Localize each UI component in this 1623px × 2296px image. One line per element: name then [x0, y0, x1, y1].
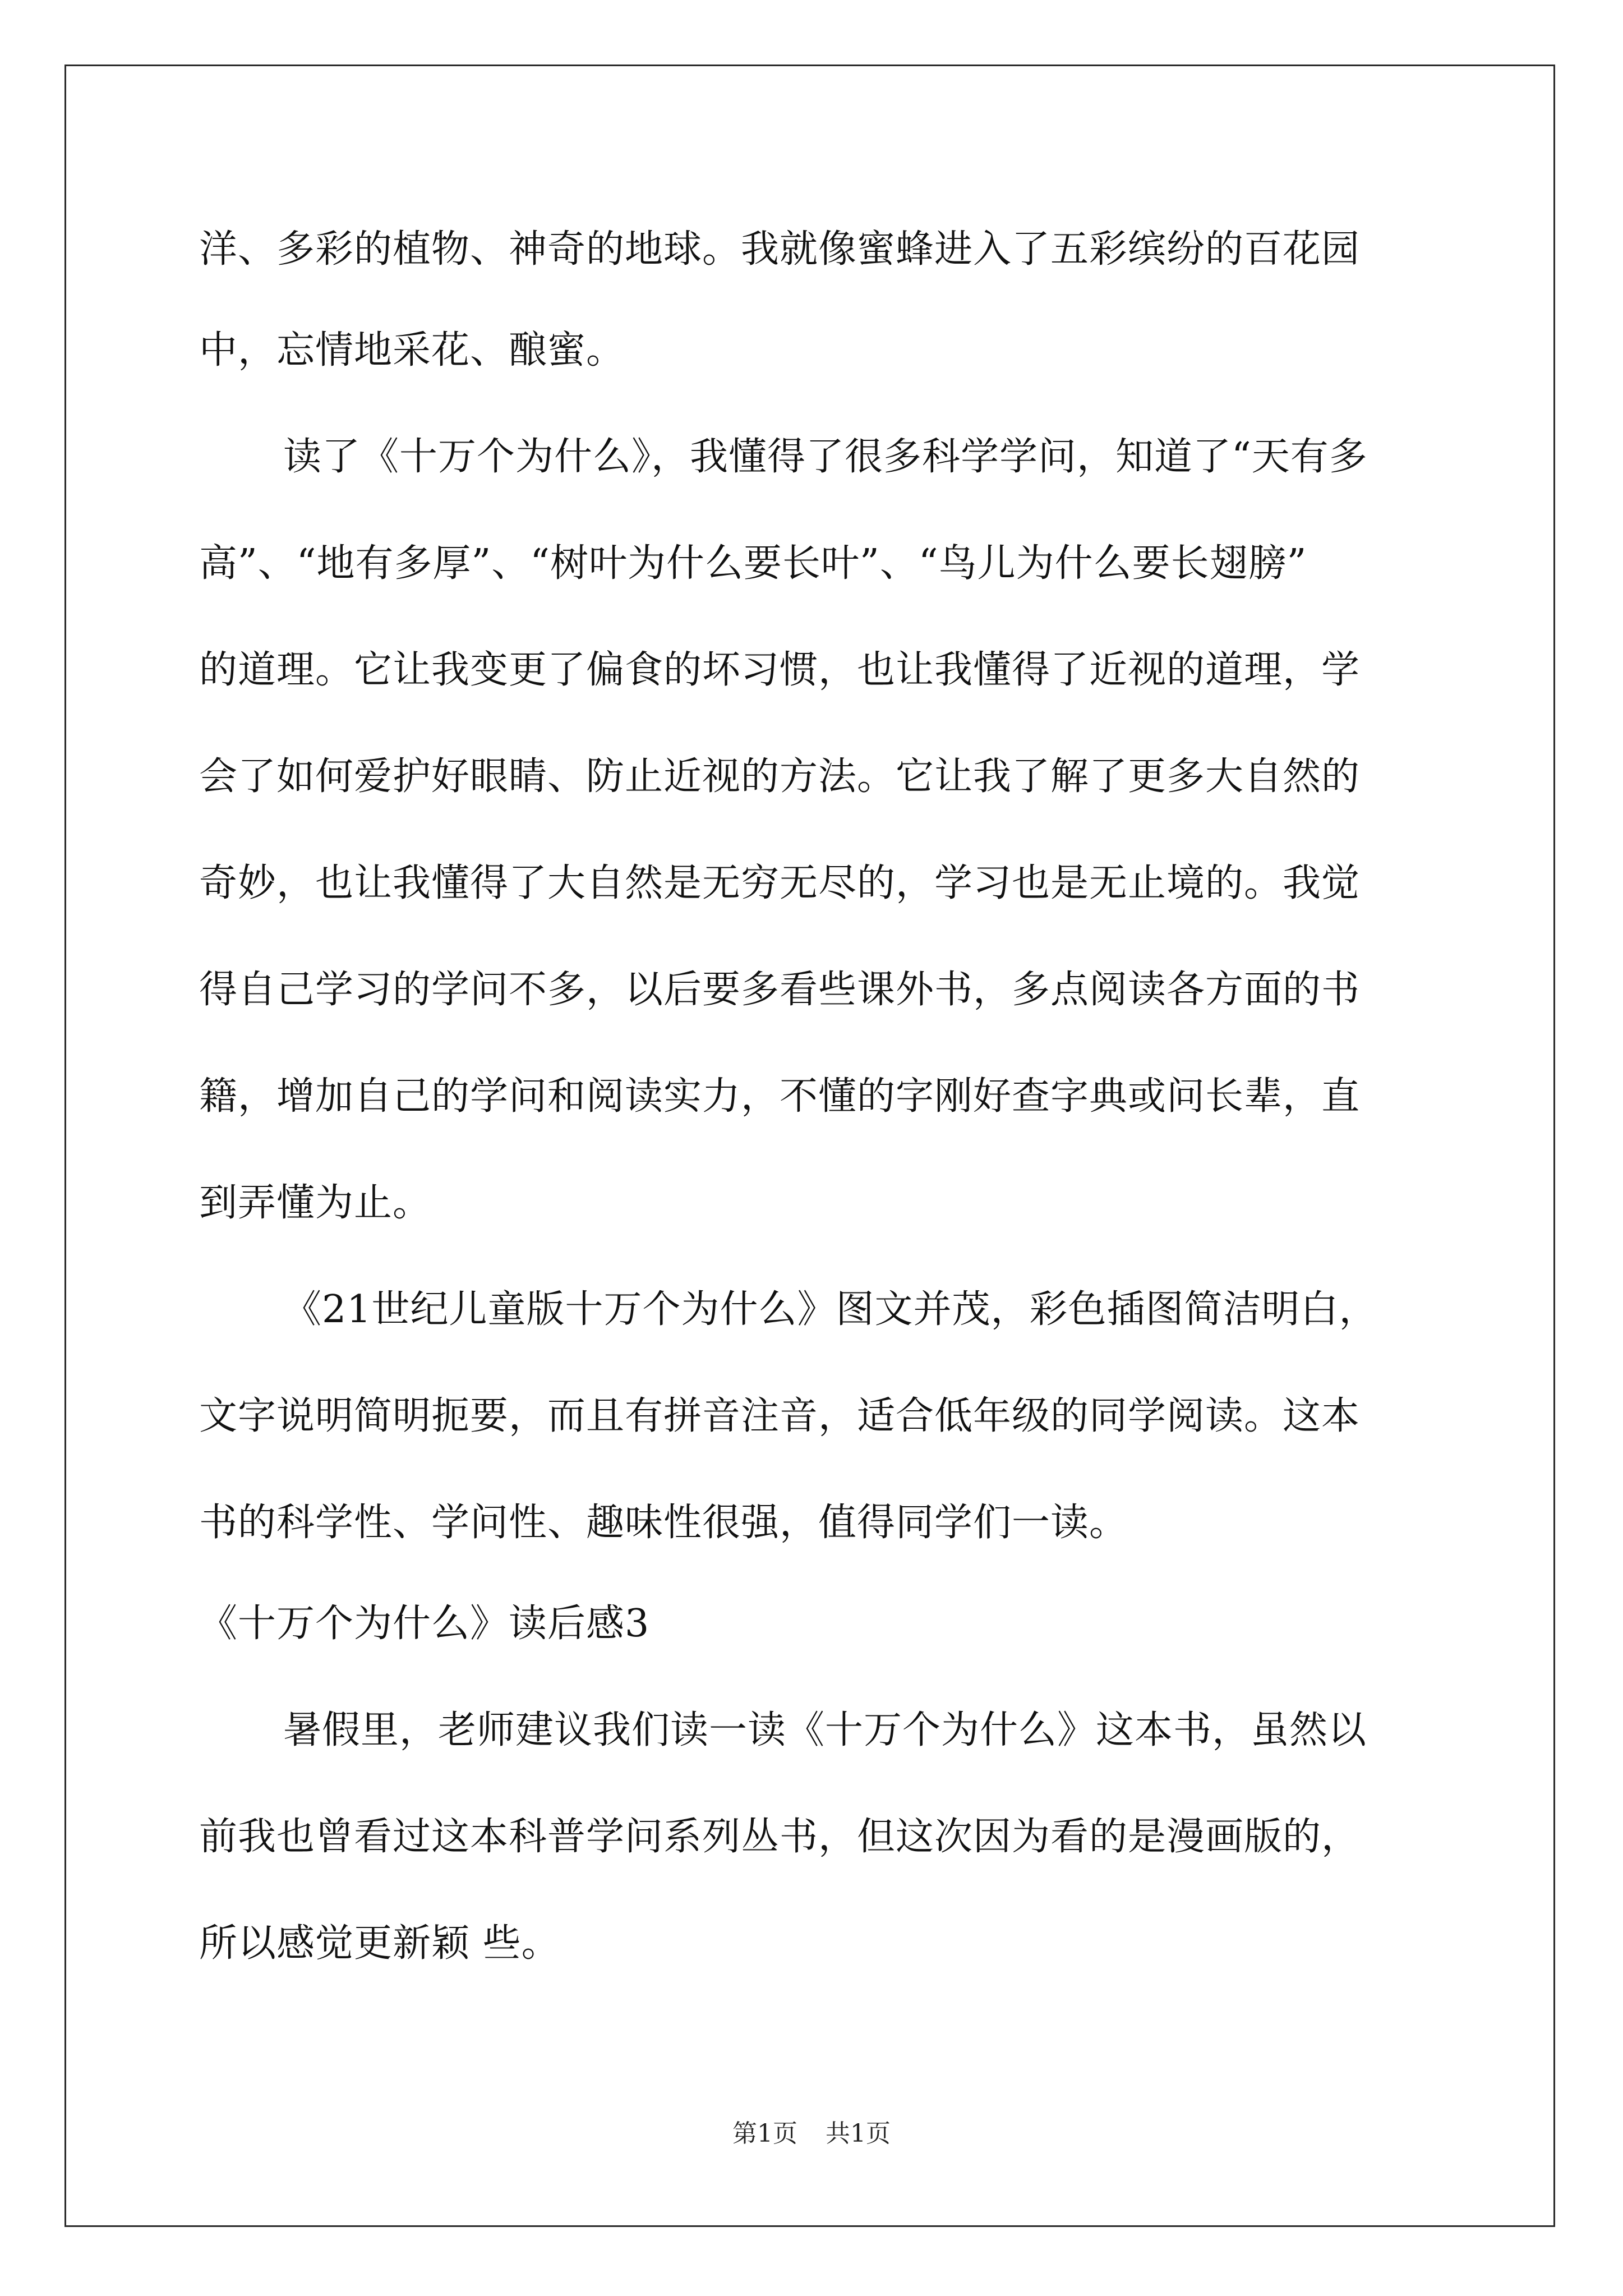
body-text-line: 洋、多彩的植物、神奇的地球。我就像蜜蜂进入了五彩缤纷的百花园	[199, 227, 1361, 272]
body-text-line: 文字说明简明扼要，而且有拼音注音，适合低年级的同学阅读。这本	[199, 1394, 1361, 1438]
body-text-line: 书的科学性、学问性、趣味性很强，值得同学们一读。	[199, 1501, 1128, 1545]
page-total: 共1页	[826, 2119, 891, 2148]
body-text-line: 奇妙，也让我懂得了大自然是无穷无尽的，学习也是无止境的。我觉	[199, 861, 1361, 905]
paragraph-start-line: 暑假里，老师建议我们读一读《十万个为什么》这本书，虽然以	[283, 1708, 1367, 1752]
body-text-line: 会了如何爱护好眼睛、防止近视的方法。它让我了解了更多大自然的	[199, 754, 1361, 799]
body-text-line: 到弄懂为止。	[199, 1181, 432, 1225]
page-footer	[0, 2118, 1623, 2150]
body-text-line: 前我也曾看过这本科普学问系列丛书，但这次因为看的是漫画版的，	[199, 1815, 1361, 1859]
section-heading: 《十万个为什么》读后感3	[199, 1602, 650, 1646]
page-number: 第1页	[732, 2119, 797, 2148]
body-text-line: 高”、“地有多厚”、“树叶为什么要长叶”、“鸟儿为什么要长翅膀”	[199, 541, 1307, 586]
paragraph-start-line: 《21世纪儿童版十万个为什么》图文并茂，彩色插图简洁明白，	[283, 1287, 1378, 1332]
body-text-line: 得自己学习的学问不多，以后要多看些课外书，多点阅读各方面的书	[199, 968, 1361, 1012]
body-text-line: 的道理。它让我变更了偏食的坏习惯，也让我懂得了近视的道理，学	[199, 648, 1361, 692]
body-text-line: 中，忘情地采花、酿蜜。	[199, 328, 625, 372]
page-border	[64, 65, 1555, 2227]
body-text-line: 所以感觉更新颖 些。	[199, 1921, 560, 1966]
body-text-line: 籍，增加自己的学问和阅读实力，不懂的字刚好查字典或问长辈，直	[199, 1074, 1361, 1119]
paragraph-start-line: 读了《十万个为什么》，我懂得了很多科学学问，知道了“天有多	[283, 435, 1368, 479]
